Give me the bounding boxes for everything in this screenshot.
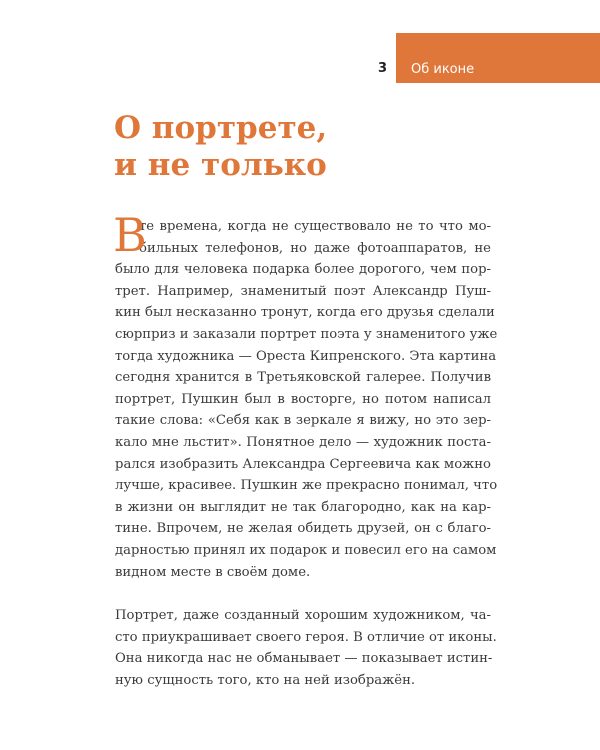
text-line: такие слова: «Себя как в зеркале я вижу, но это зер- <box>115 413 491 429</box>
text-line: те времена, когда не существовало не то что мо- <box>139 219 491 234</box>
text-line: портрет, Пушкин был в восторге, но потом написал <box>115 391 491 407</box>
text-line: видном месте в своём доме. <box>115 564 311 580</box>
title-line: О портрете, <box>114 110 328 146</box>
text-line: в жизни он выглядит не так благородно, как на кар- <box>115 499 491 515</box>
text-line: было для человека подарка более дорогого, чем пор- <box>115 262 491 278</box>
paragraph-1 <box>113 208 498 583</box>
text-line: тине. Впрочем, не желая обидеть друзей, он с благо- <box>115 521 491 537</box>
text-line: тогда художника — Ореста Кипренского. Эта картина <box>115 348 497 364</box>
text-line: Она никогда нас не обманывает — показывает истин- <box>115 651 493 667</box>
text-line: сегодня хранится в Третьяковской галерее. Получив <box>115 370 491 386</box>
page-title <box>114 110 327 184</box>
text-line: кало мне льстит». Понятное дело — художник поста- <box>115 434 491 450</box>
text-line: сто приукрашивает своего героя. В отличие от иконы. <box>115 629 497 645</box>
page-number: 3 <box>378 61 388 76</box>
text-line: бильных телефонов, но даже фотоаппаратов, не <box>139 240 491 256</box>
drop-cap: В <box>113 208 147 262</box>
text-line: ную сущность того, кто на ней изображён. <box>115 672 416 688</box>
text-line: рался изобразить Александра Сергеевича как можно <box>115 456 491 472</box>
text-line: кин был несказанно тронут, когда его друзья сделали <box>115 305 495 321</box>
text-line: Портрет, даже созданный хорошим художником, ча- <box>115 608 491 624</box>
text-line: дарностью принял их подарок и повесил его на самом <box>115 542 497 558</box>
title-line: и не только <box>114 147 327 183</box>
text-line: трет. Например, знаменитый поэт Александр Пуш- <box>115 283 491 299</box>
paragraph-2 <box>115 605 497 691</box>
section-title: Об иконе <box>411 62 475 77</box>
text-line: сюрприз и заказали портрет поэта у знаменитого уже <box>115 326 498 342</box>
text-line: лучше, красивее. Пушкин же прекрасно понимал, что <box>115 478 498 494</box>
article-body <box>113 208 498 691</box>
